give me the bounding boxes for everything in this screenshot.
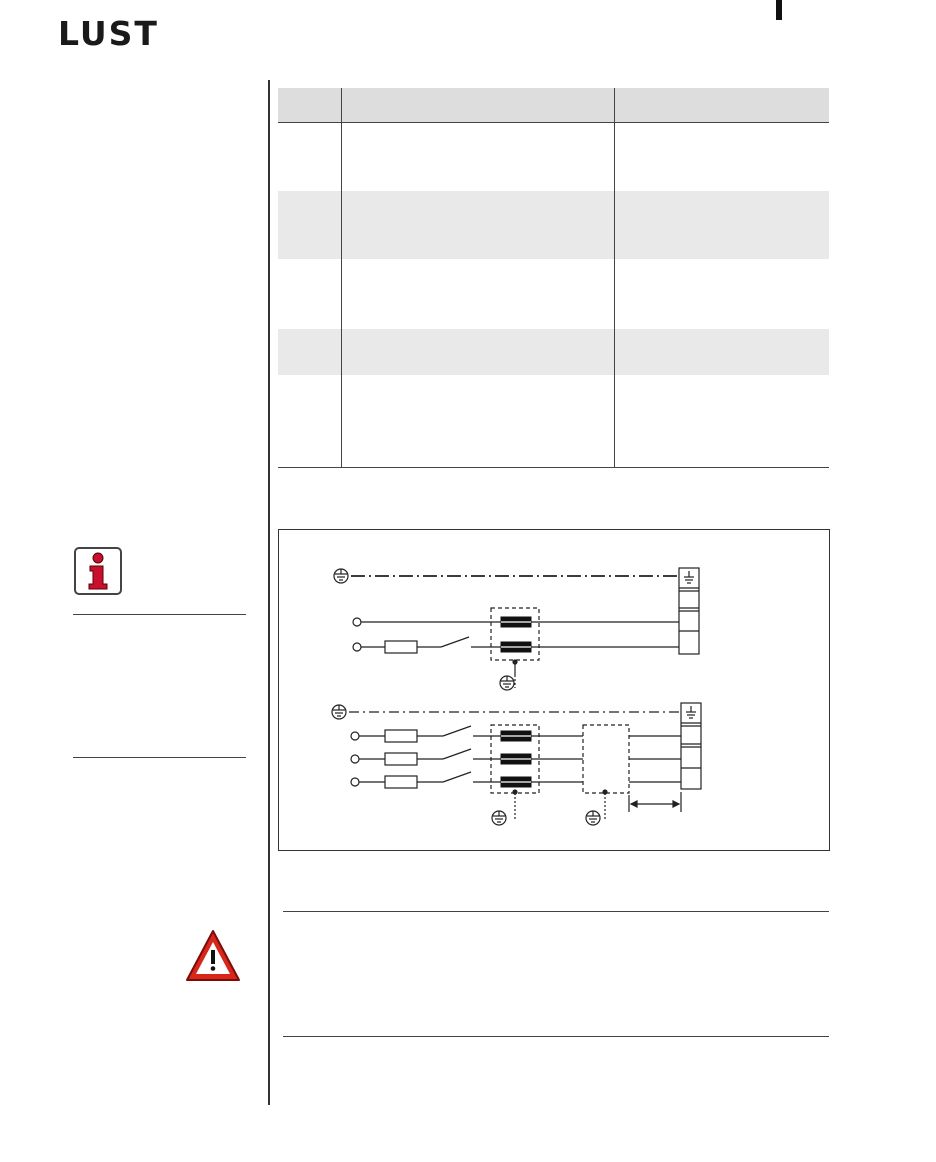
figure-caption (278, 856, 830, 876)
table-bottom-rule (278, 467, 829, 468)
table-cell (614, 123, 829, 139)
warning-bottom-rule (283, 1036, 829, 1037)
table-header-cell (614, 88, 829, 122)
wiring-diagram (278, 529, 830, 851)
table-cell (341, 123, 614, 139)
earth-symbol-icon (334, 569, 348, 583)
table-row (278, 123, 829, 191)
table-cell (341, 375, 614, 391)
table-header-cell (278, 88, 341, 122)
table-column-divider (341, 88, 342, 467)
table-cell (614, 191, 829, 207)
info-icon (74, 547, 122, 595)
table-header-row (278, 88, 829, 122)
earth-symbol-icon (492, 811, 506, 825)
table-row (278, 191, 829, 259)
table-cell (614, 375, 829, 391)
page-corner-marker (776, 0, 782, 20)
table-cell (278, 259, 341, 275)
wiring-diagram-svg (279, 530, 829, 850)
terminal-block-upper (679, 568, 699, 654)
earth-symbol-icon (586, 811, 600, 825)
table-header-cell (341, 88, 614, 122)
note-bottom-rule (73, 757, 246, 758)
table-cell (278, 329, 341, 345)
warning-text (283, 918, 829, 1028)
table-row (278, 329, 829, 375)
table-cell (341, 259, 614, 275)
table-cell (614, 259, 829, 275)
table-cell (614, 329, 829, 345)
table-column-divider (614, 88, 615, 467)
warning-triangle-icon (184, 928, 242, 984)
terminal-block-lower (681, 703, 701, 789)
margin-divider (268, 80, 270, 1105)
earth-symbol-icon (500, 676, 514, 690)
table-cell (278, 123, 341, 139)
warning-top-rule (283, 911, 829, 912)
note-text (73, 620, 246, 750)
lust-logo: LUST (58, 14, 159, 53)
switch-icon (441, 637, 469, 647)
table-cell (341, 329, 614, 345)
data-table (278, 88, 829, 468)
earth-symbol-icon (332, 705, 346, 719)
table-cell (278, 375, 341, 391)
fuse-icon (385, 641, 417, 653)
table-row (278, 375, 829, 467)
table-cell (278, 191, 341, 207)
note-top-rule (73, 614, 246, 615)
mains-filter-box (583, 725, 629, 793)
table-row (278, 259, 829, 329)
table-cell (341, 191, 614, 207)
